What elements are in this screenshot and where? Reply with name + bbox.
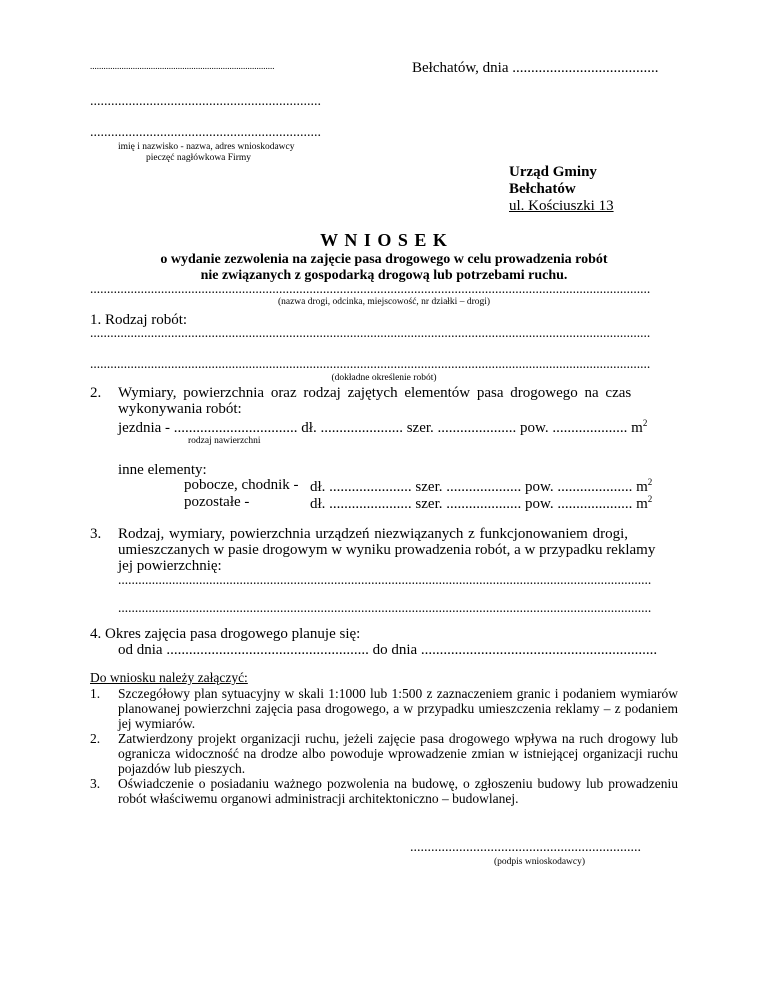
place-date: Bełchatów, dnia ....................................... xyxy=(412,60,659,76)
other-unit-superscript: 2 xyxy=(647,494,653,504)
sender-line-3: .................................................................. xyxy=(90,125,321,140)
attachment-text-2: Zatwierdzony projekt organizacji ruchu, jeżeli zajęcie pasa drogowego wpływa na ruch drogowy lub ogranicza widoczność na drodze albo powoduje wprowadzenie zmian w istniejącej organizacji ruchu pojazdów lub pieszych. xyxy=(118,731,678,776)
section-1-line-1: ...................................................................................................................................................................... xyxy=(90,325,651,340)
sender-line-2: .................................................................. xyxy=(90,94,321,109)
section-1-heading: 1. Rodzaj robót: xyxy=(90,312,188,328)
recipient-line-3: ul. Kościuszki 13 xyxy=(509,198,614,214)
attachment-number-3: 3. xyxy=(90,776,101,791)
recipient-line-2: Bełchatów xyxy=(509,181,576,197)
section-3-line-1: .............................................................................................................................................................. xyxy=(118,572,652,587)
road-dimensions-text: jezdnia - ................................. dł. ...................... szer. ..................... pow. .................... m xyxy=(118,420,643,436)
occupation-period-row: od dnia ...................................................... do dnia ............................................................... xyxy=(118,642,658,658)
attachment-item-1 xyxy=(90,686,678,731)
road-unit-superscript: 2 xyxy=(642,418,648,428)
signature-caption: (podpis wnioskodawcy) xyxy=(494,857,586,867)
section-1-caption: (dokładne określenie robót) xyxy=(331,373,437,383)
section-1-line-2: ...................................................................................................................................................................... xyxy=(90,356,651,371)
section-4-heading: 4. Okres zajęcia pasa drogowego planuje się: xyxy=(90,626,361,642)
document-title: W N I O S E K xyxy=(320,230,448,250)
attachment-number-2: 2. xyxy=(90,731,101,746)
section-2-heading-2: wykonywania robót: xyxy=(118,401,242,417)
attachment-text-1: Szczegółowy plan sytuacyjny w skali 1:1000 lub 1:500 z zaznaczeniem granic i podaniem wymiarów planowanej powierzchni zajęcia pasa drogowego, a w przypadku umieszczenia reklamy – z podaniem jej wymiarów. xyxy=(118,686,678,731)
section-3-text-3: jej powierzchnię: xyxy=(118,558,222,574)
other-elements-label: inne elementy: xyxy=(118,462,207,478)
section-3-text-1: Rodzaj, wymiary, powierzchnia urządzeń niezwiązanych z funkcjonowaniem drogi, xyxy=(118,526,628,542)
attachment-item-3 xyxy=(90,776,678,806)
other-elements-row-text: dł. ...................... szer. .................... pow. .................... m xyxy=(310,496,648,512)
sender-caption-2: pieczęć nagłówkowa Firmy xyxy=(146,153,251,163)
shoulder-unit-superscript: 2 xyxy=(647,477,653,487)
shoulder-sidewalk-text: dł. ...................... szer. .................... pow. .................... m xyxy=(310,479,648,495)
signature-line: .................................................................. xyxy=(410,840,641,855)
document-subtitle-1: o wydanie zezwolenia na zajęcie pasa drogowego w celu prowadzenia robót xyxy=(160,252,608,267)
attachments-heading: Do wniosku należy załączyć: xyxy=(90,670,248,685)
attachments-list xyxy=(90,686,678,806)
road-dimensions-row xyxy=(118,418,647,437)
other-elements-row-values xyxy=(310,494,652,513)
shoulder-sidewalk-label: pobocze, chodnik - xyxy=(184,477,299,493)
recipient-line-1: Urząd Gminy xyxy=(509,164,597,180)
other-elements-row-label: pozostałe - xyxy=(184,494,250,510)
road-name-line: ...................................................................................................................................................................... xyxy=(90,281,651,296)
surface-type-caption: rodzaj nawierzchni xyxy=(188,436,261,446)
section-3-text-2: umieszczanych w pasie drogowym w wyniku prowadzenia robót, a w przypadku reklamy xyxy=(118,542,656,558)
section-2-heading-1: Wymiary, powierzchnia oraz rodzaj zajętych elementów pasa drogowego na czas xyxy=(118,385,632,401)
road-name-caption: (nazwa drogi, odcinka, miejscowość, nr działki – drogi) xyxy=(277,297,491,307)
attachment-number-1: 1. xyxy=(90,686,101,701)
section-3-line-2: .............................................................................................................................................................. xyxy=(118,600,652,615)
attachment-item-2 xyxy=(90,731,678,776)
sender-line-1: .................................................................................. xyxy=(90,61,275,71)
document-subtitle-2: nie związanych z gospodarką drogową lub potrzebami ruchu. xyxy=(200,268,568,283)
section-3-number: 3. xyxy=(90,526,102,542)
sender-caption-1: imię i nazwisko - nazwa, adres wnioskodawcy xyxy=(118,142,295,152)
attachment-text-3: Oświadczenie o posiadaniu ważnego pozwolenia na budowę, o zgłoszeniu budowy lub prowadzeniu robót właściwemu organowi administracji architektoniczno – budowlanej. xyxy=(118,776,678,806)
section-2-number: 2. xyxy=(90,385,102,401)
